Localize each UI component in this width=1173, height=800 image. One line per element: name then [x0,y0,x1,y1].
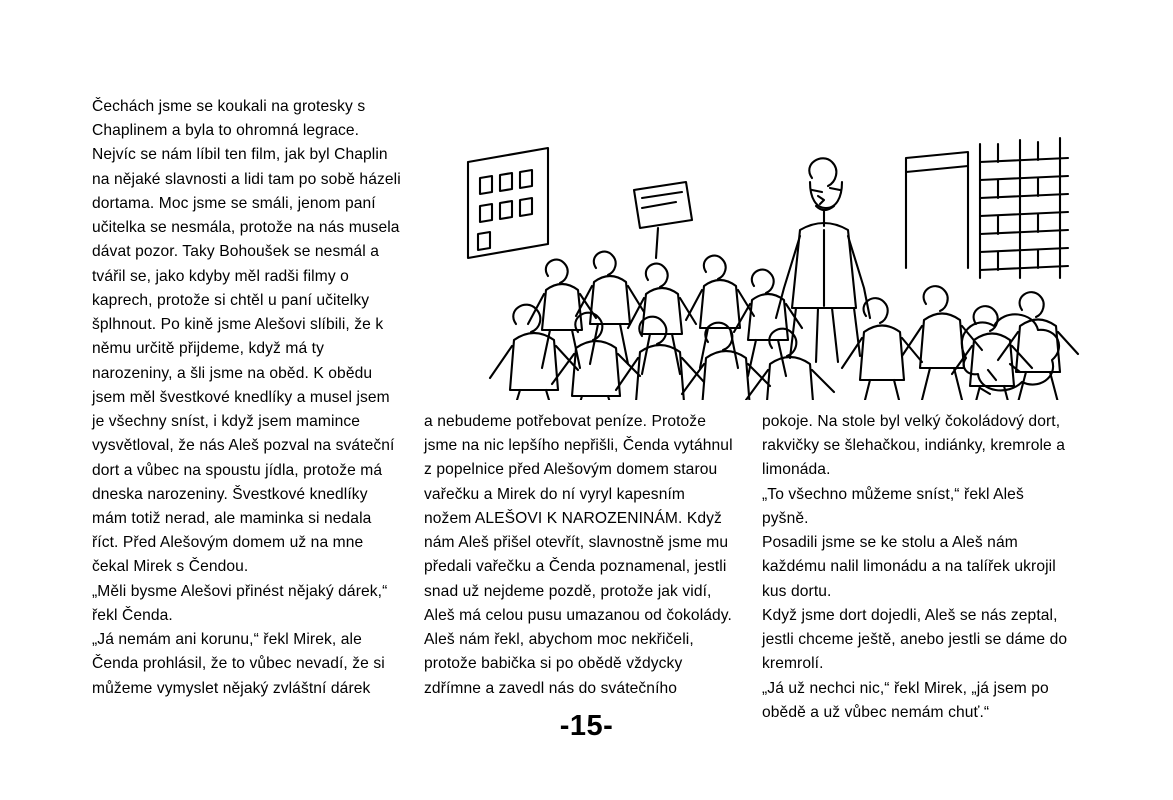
paragraph: „Já už nechci nic,“ řekl Mirek, „já jsem po obědě a už vůbec nemám chuť.“ [762,679,1049,721]
page-number: -15- [559,710,614,742]
paragraph: Když jsme dort dojedli, Aleš se nás zeptal, jestli chceme ještě, anebo jestli se dáme do kremrolí. [762,606,1068,673]
illustration-svg [420,118,1088,400]
text-column-middle [424,410,736,701]
paragraph: a nebudeme potřebovat peníze. Protože jsme na nic lepšího nepřišli, Čenda vytáhnul z popelnice před Alešovým domem starou vařečku a Mirek do ní vyryl kapesním nožem ALEŠOVI K NAROZENINÁM. Když nám Aleš přišel otevřít, slavnostně jsme mu předali vařečku a Čenda poznamenal, jestli snad už nejdeme pozdě, protože jak vidí, Aleš má celou pusu umazanou od čokolády. Aleš nám řekl, abychom moc nekřičeli, protože babička si po obědě vždycky zdřímne a zavedl nás do svátečního [424,413,733,697]
text-column-left [92,95,402,701]
paragraph: „Měli bysme Alešovi přinést nějaký dárek,“ řekl Čenda. [92,582,388,624]
crowd-of-children-running-with-teacher-ink-drawing [420,118,1088,400]
paragraph: Čechách jsme se koukali na grotesky s Chaplinem a byla to ohromná legrace. Nejvíc se nám líbil ten film, jak byl Chaplin na nějaké slavnosti a lidi tam po sobě házeli dortama. Moc jsme se smáli, jenom paní učitelka se nesmála, protože na nás musela dávat pozor. Taky Bohoušek se nesmál a tvářil se, jako kdyby měl radši filmy o kaprech, protože si chtěl u paní učitelky šplhnout. Po kině jsme Alešovi slíbili, že k němu určitě přijdeme, když má ty narozeniny, a šli jsme na oběd. K obědu jsem měl švestkové knedlíky a musel jsem je všechny sníst, i když jsem mamince vysvětloval, že nás Aleš pozval na sváteční dort a vůbec na spoustu jídla, protože má dneska narozeniny. Švestkové knedlíky mám totiž nerad, ale maminka si nedala říct. Před Alešovým domem už na mne čekal Mirek s Čendou. [92,98,401,576]
paragraph: „To všechno můžeme sníst,“ řekl Aleš pyšně. [762,485,1024,527]
paragraph: Posadili jsme se ke stolu a Aleš nám každému nalil limonádu a na talířek ukrojil kus dortu. [762,534,1056,600]
paragraph: „Já nemám ani korunu,“ řekl Mirek, ale Čenda prohlásil, že to vůbec nevadí, že si můžeme vymyslet nějaký zvláštní dárek [92,631,385,697]
paragraph: pokoje. Na stole byl velký čokoládový dort, rakvičky se šlehačkou, indiánky, kremrole a limonáda. [762,413,1066,479]
text-column-right [762,410,1074,725]
